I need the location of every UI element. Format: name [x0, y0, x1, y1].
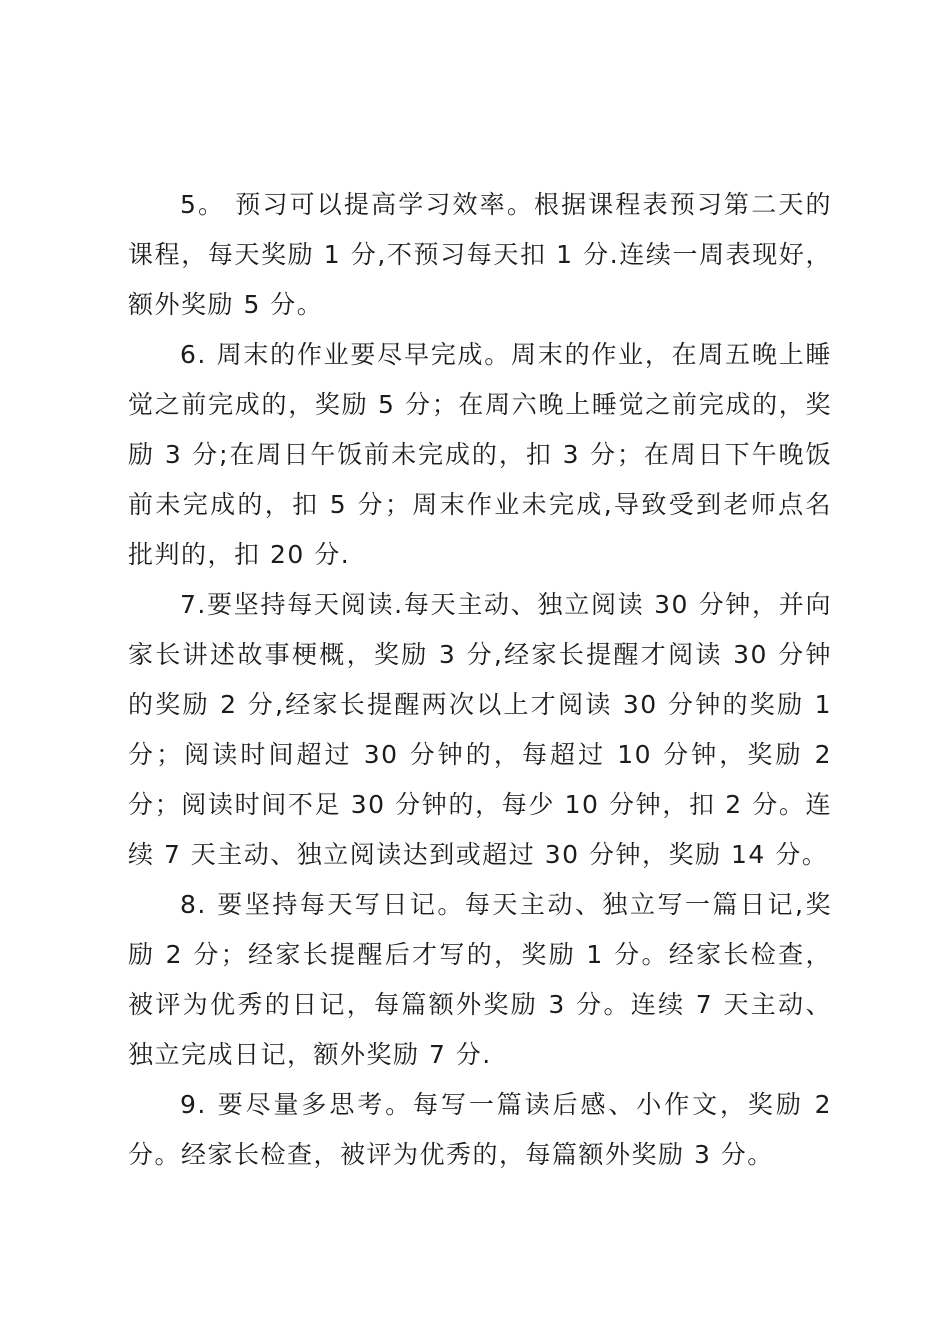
paragraph-rule-8: 8. 要坚持每天写日记。每天主动、独立写一篇日记,奖励 2 分；经家长提醒后才写的，奖励 1 分。经家长检查，被评为优秀的日记，每篇额外奖励 3 分。连续 7 天主动、独立完成日记，额外奖励 7 分. — [128, 890, 832, 1069]
paragraph-rule-5: 5。 预习可以提高学习效率。根据课程表预习第二天的课程，每天奖励 1 分,不预习每天扣 1 分.连续一周表现好，额外奖励 5 分。 — [128, 190, 832, 319]
paragraph-rule-7: 7.要坚持每天阅读.每天主动、独立阅读 30 分钟，并向家长讲述故事梗概，奖励 3 分,经家长提醒才阅读 30 分钟的奖励 2 分,经家长提醒两次以上才阅读 30 分钟的奖励 1 分；阅读时间超过 30 分钟的，每超过 10 分钟，奖励 2 分；阅读时间不足 30 分钟的，每少 10 分钟，扣 2 分。连续 7 天主动、独立阅读达到或超过 30 分钟，奖励 14 分。 — [128, 590, 832, 869]
paragraph-rule-6: 6. 周末的作业要尽早完成。周末的作业，在周五晚上睡觉之前完成的，奖励 5 分；在周六晚上睡觉之前完成的，奖励 3 分;在周日午饭前未完成的，扣 3 分；在周日下午晚饭前未完成的，扣 5 分；周末作业未完成,导致受到老师点名批判的，扣 20 分. — [128, 340, 832, 569]
document-body — [128, 180, 832, 1180]
paragraph-rule-9: 9. 要尽量多思考。每写一篇读后感、小作文，奖励 2 分。经家长检查，被评为优秀的，每篇额外奖励 3 分。 — [128, 1090, 832, 1169]
